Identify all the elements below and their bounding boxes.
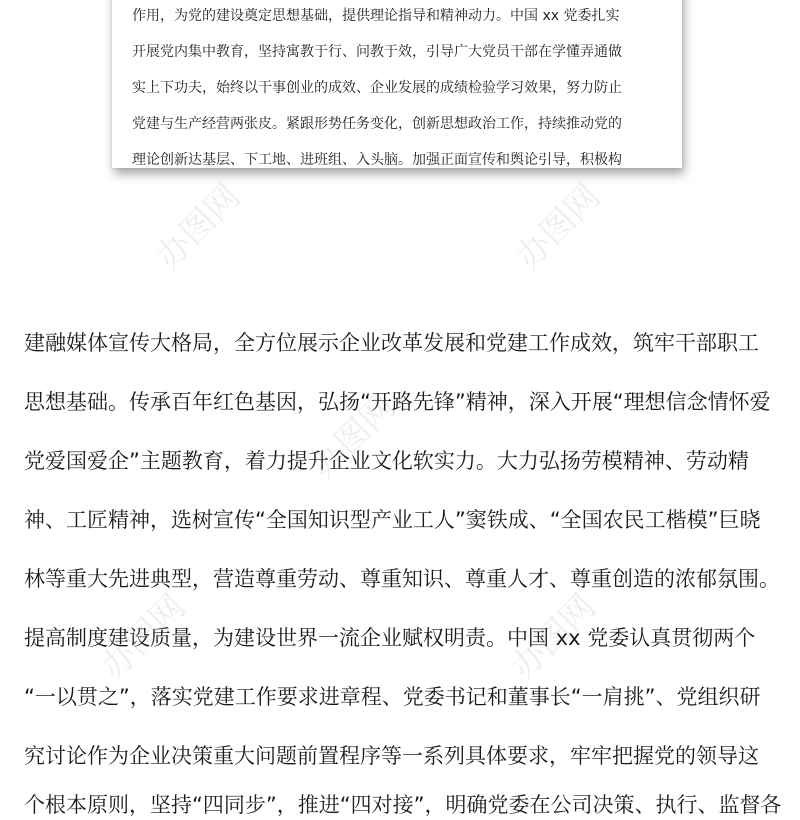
body-line: 林等重大先进典型，营造尊重劳动、尊重知识、尊重人才、尊重创造的浓郁氛围。 xyxy=(24,567,780,591)
body-line: 个根本原则，坚持“四同步”，推进“四对接”，明确党委在公司决策、执行、监督各 xyxy=(24,793,782,817)
body-line: 建融媒体宣传大格局，全方位展示企业改革发展和党建工作成效，筑牢干部职工 xyxy=(24,331,759,355)
card-line: 开展党内集中教育，坚持寓教于行、问教于效，引导广大党员干部在学懂弄通做 xyxy=(132,44,622,60)
body-line: 究讨论作为企业决策重大问题前置程序等一系列具体要求，牢牢把握党的领导这 xyxy=(24,744,759,768)
watermark: 办图网 xyxy=(503,586,604,688)
card-line: 党建与生产经营两张皮。紧跟形势任务变化，创新思想政治工作，持续推动党的 xyxy=(132,116,622,132)
watermark: 办图网 xyxy=(303,386,404,488)
embedded-page-card xyxy=(112,0,682,168)
watermark: 办图网 xyxy=(148,176,249,278)
body-line: 提高制度建设质量，为建设世界一流企业赋权明责。中国 xx 党委认真贯彻两个 xyxy=(24,626,756,650)
body-line: 神、工匠精神，选树宣传“全国知识型产业工人”窦铁成、“全国农民工楷模”巨晓 xyxy=(24,508,761,532)
body-line: 思想基础。传承百年红色基因，弘扬“开路先锋”精神，深入开展“理想信念情怀爱 xyxy=(24,390,771,414)
watermark: 办图网 xyxy=(93,586,194,688)
card-line: 理论创新达基层、下工地、进班组、入头脑。加强正面宣传和舆论引导，积极构 xyxy=(132,152,622,168)
watermark: 办图网 xyxy=(508,176,609,278)
body-line: “一以贯之”，落实党建工作要求进章程、党委书记和董事长“一肩挑”、党组织研 xyxy=(24,685,761,709)
card-line: 实上下功夫，始终以干事创业的成效、企业发展的成绩检验学习效果，努力防止 xyxy=(132,80,622,96)
body-line: 党爱国爱企”主题教育，着力提升企业文化软实力。大力弘扬劳模精神、劳动精 xyxy=(24,449,749,473)
card-line: 作用，为党的建设奠定思想基础，提供理论指导和精神动力。中国 xx 党委扎实 xyxy=(132,8,620,24)
